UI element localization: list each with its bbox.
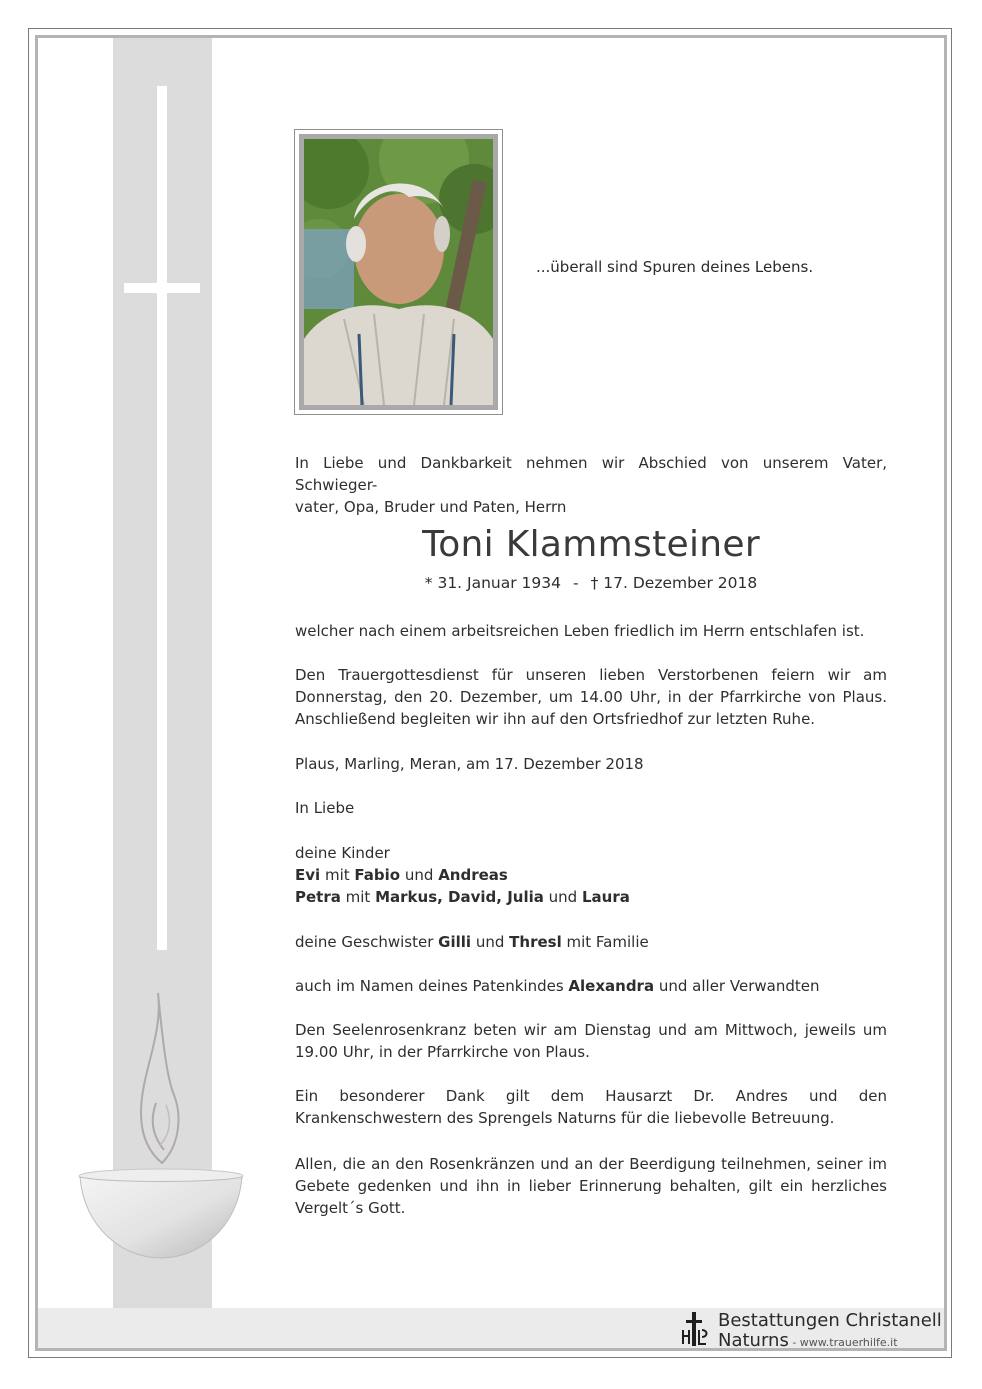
child-1-name: Evi bbox=[295, 866, 321, 884]
child-2-and: und bbox=[548, 888, 578, 906]
child-1-partner: Fabio bbox=[354, 866, 401, 884]
deceased-name: Toni Klammsteiner bbox=[422, 524, 760, 565]
godchild-text bbox=[295, 975, 887, 997]
in-love-text: In Liebe bbox=[295, 799, 355, 817]
death-date: † 17. Dezember 2018 bbox=[590, 574, 758, 592]
company-location: Naturns bbox=[718, 1330, 789, 1351]
place-date bbox=[295, 753, 887, 775]
siblings-and: und bbox=[475, 933, 505, 951]
cross-bar bbox=[124, 283, 200, 293]
child-2-family: Markus, David, Julia bbox=[375, 888, 544, 906]
in-love bbox=[295, 797, 887, 819]
children-block bbox=[295, 842, 887, 908]
company-name: Bestattungen Christanell bbox=[718, 1310, 942, 1331]
cross-icon bbox=[157, 86, 167, 950]
bowl-icon bbox=[78, 1168, 244, 1260]
flame-icon bbox=[120, 985, 200, 1175]
portrait-frame bbox=[294, 129, 503, 415]
place-date-text: Plaus, Marling, Meran, am 17. Dezember 2018 bbox=[295, 755, 644, 773]
paragraph-1-text: welcher nach einem arbeitsreichen Leben friedlich im Herrn entschlafen ist. bbox=[295, 622, 865, 640]
intro-line-1: In Liebe und Dankbarkeit nehmen wir Abschied von unserem Vater, Schwieger- bbox=[295, 454, 887, 494]
date-separator: - bbox=[573, 574, 579, 592]
child-2-grandchild: Laura bbox=[581, 888, 630, 906]
child-2-line bbox=[295, 886, 887, 908]
sibling-2: Thresl bbox=[509, 933, 562, 951]
siblings-pre: deine Geschwister bbox=[295, 933, 434, 951]
rosary-text: Den Seelenrosenkranz beten wir am Dienstag und am Mittwoch, jeweils um 19.00 Uhr, in der Pfarrkirche von Plaus. bbox=[295, 1021, 887, 1061]
life-dates bbox=[295, 574, 887, 592]
godchild-post: und aller Verwandten bbox=[658, 977, 820, 995]
godchild-line bbox=[295, 975, 887, 997]
thanks-paragraph bbox=[295, 1085, 887, 1129]
intro-line-2: vater, Opa, Bruder und Paten, Herrn bbox=[295, 498, 567, 516]
child-2-name: Petra bbox=[295, 888, 341, 906]
company-location-line bbox=[718, 1331, 898, 1353]
godchild-name: Alexandra bbox=[568, 977, 655, 995]
company-url: - www.trauerhilfe.it bbox=[788, 1336, 898, 1349]
siblings-line bbox=[295, 931, 887, 953]
motto-text: ...überall sind Spuren deines Lebens. bbox=[536, 258, 814, 276]
child-2-with: mit bbox=[345, 888, 371, 906]
paragraph-1 bbox=[295, 620, 887, 642]
child-1-and: und bbox=[404, 866, 434, 884]
sibling-1: Gilli bbox=[438, 933, 472, 951]
child-1-line bbox=[295, 864, 887, 886]
closing-text: Allen, die an den Rosenkränzen und an der Beerdigung teilnehmen, seiner im Gebete gedenken und ihn in lieber Erinnerung behalten, gilt ein herzliches Vergelt´s Gott. bbox=[295, 1155, 887, 1217]
children-intro: deine Kinder bbox=[295, 844, 390, 862]
service-text: Den Trauergottesdienst für unseren lieben Verstorbenen feiern wir am Donnerstag, den 20. Dezember, um 14.00 Uhr, in der Pfarrkirche von Plaus. Anschließend begleiten wir ihn auf den Ortsfriedhof zur letzten Ruhe. bbox=[295, 666, 887, 728]
siblings-text bbox=[295, 931, 887, 953]
child-1-grandchild: Andreas bbox=[438, 866, 508, 884]
rosary-paragraph bbox=[295, 1019, 887, 1063]
child-1-with: mit bbox=[324, 866, 350, 884]
funeral-logo-icon bbox=[680, 1310, 710, 1350]
intro-paragraph bbox=[295, 452, 887, 518]
birth-date: * 31. Januar 1934 bbox=[424, 574, 561, 592]
closing-paragraph bbox=[295, 1153, 887, 1219]
thanks-text: Ein besonderer Dank gilt dem Hausarzt Dr. Andres und den Krankenschwestern des Sprengels Naturns für die liebevolle Betreuung. bbox=[295, 1087, 887, 1127]
siblings-post: mit Familie bbox=[566, 933, 649, 951]
godchild-pre: auch im Namen deines Patenkindes bbox=[295, 977, 564, 995]
paragraph-service bbox=[295, 664, 887, 730]
portrait-photo bbox=[304, 139, 493, 405]
